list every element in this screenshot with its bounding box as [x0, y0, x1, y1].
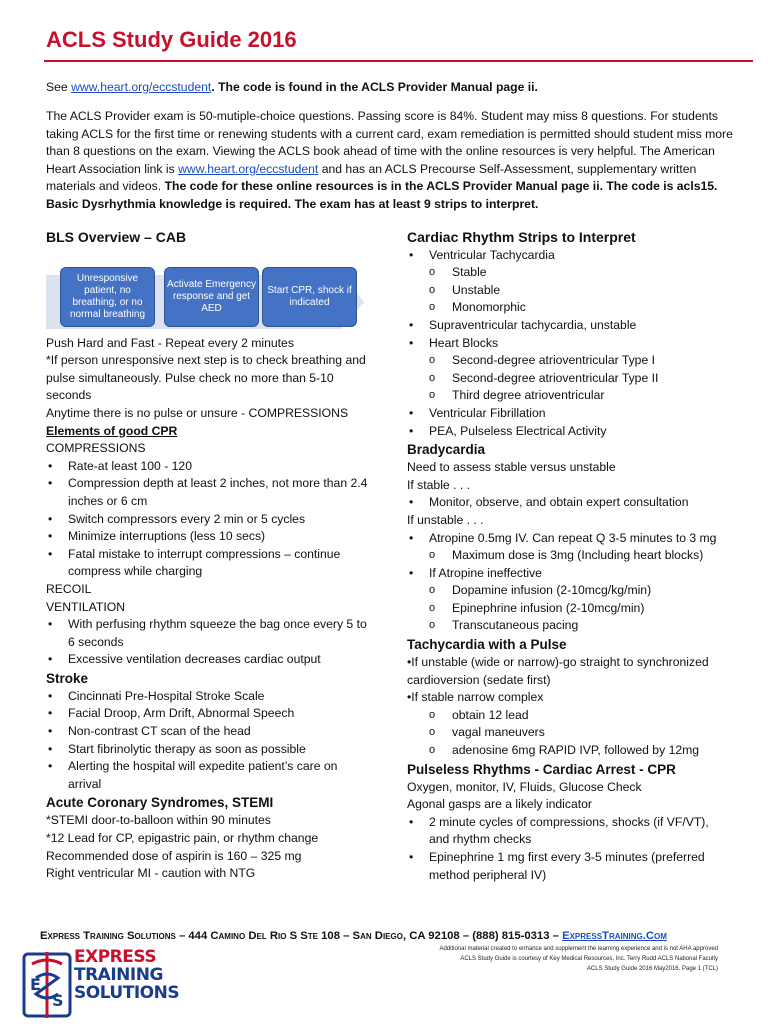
tachy-sublist: [407, 707, 732, 760]
bls-line: *If person unresponsive next step is to check breathing and pulse simultaneously. Pulse check no more than 5-10 seconds: [46, 353, 366, 403]
left-column: [46, 229, 371, 883]
acs-line: Right ventricular MI - caution with NTG: [46, 866, 256, 881]
eccstudent-link-2[interactable]: www.heart.org/eccstudent: [178, 161, 319, 176]
company-logo: [22, 947, 180, 1020]
eccstudent-link[interactable]: www.heart.org/eccstudent: [71, 80, 212, 94]
svg-text:E: E: [30, 975, 41, 994]
list-item: • Rate-at least 100 - 120: [46, 458, 371, 476]
hb-sublist: [407, 352, 732, 405]
list-item: o Dopamine infusion (2-10mcg/kg/min): [407, 582, 732, 600]
list-item: o obtain 12 lead: [407, 707, 732, 725]
list-item: • Epinephrine 1 mg first every 3-5 minutes (preferred method peripheral IV): [407, 849, 732, 884]
list-item: • Heart Blocks: [407, 335, 732, 353]
list-item: • Minimize interruptions (less 10 secs): [46, 528, 371, 546]
list-item: • Ventricular Fibrillation: [407, 405, 732, 423]
list-item: • Monitor, observe, and obtain expert consultation: [407, 494, 732, 512]
pulseless-list: [407, 814, 732, 884]
list-item: o Stable: [407, 264, 732, 282]
flow-step-2: Activate Emergency response and get AED: [164, 267, 259, 327]
list-item: o Unstable: [407, 282, 732, 300]
brady-heading: Bradycardia: [407, 442, 486, 458]
brady-stable-list: [407, 494, 732, 512]
list-item: o Monomorphic: [407, 299, 732, 317]
flow-step-1: Unresponsive patient, no breathing, or no normal breathing: [60, 267, 155, 327]
acs-line: *STEMI door-to-balloon within 90 minutes: [46, 813, 271, 828]
bls-line: Push Hard and Fast - Repeat every 2 minutes: [46, 335, 294, 350]
list-item: • Cincinnati Pre-Hospital Stroke Scale: [46, 688, 371, 706]
list-item: o adenosine 6mg RAPID IVP, followed by 12mg: [407, 742, 732, 760]
svg-text:S: S: [52, 991, 64, 1010]
intro-paragraph: The ACLS Provider exam is 50-mutiple-choice questions. Passing score is 84%. Student may miss 8 questions. For students taking ACLS for the first time or renewing students with a current card, exam remediation is permitted should student miss more than 8 questions on the exam. Viewing the ACLS book ahead of time with the online resources is very helpful. The American Heart Association link is www.heart.org/eccstudent and has an ACLS Precourse Self-Assessment, supplementary written materials and videos. The code for these online resources is in the ACLS Provider Manual page ii. The code is acls15. Basic Dysrhythmia knowledge is required. The exam has at least 9 strips to interpret.: [46, 109, 733, 211]
list-item: • Compression depth at least 2 inches, not more than 2.4 inches or 6 cm: [46, 475, 371, 510]
list-item: • Atropine 0.5mg IV. Can repeat Q 3-5 minutes to 3 mg: [407, 530, 732, 548]
brady-line: If stable . . .: [407, 477, 470, 492]
stroke-heading: Stroke: [46, 670, 89, 686]
compressions-list: [46, 458, 371, 581]
vt-sublist: [407, 264, 732, 317]
intro-line: See www.heart.org/eccstudent. The code is found in the ACLS Provider Manual page ii.: [46, 80, 538, 94]
list-item: o Maximum dose is 3mg (Including heart blocks): [407, 547, 732, 565]
list-item: • Fatal mistake to interrupt compressions – continue compress while charging: [46, 546, 371, 581]
strips-list: [407, 247, 732, 265]
list-item: • PEA, Pulseless Electrical Activity: [407, 423, 732, 441]
list-item: • Non-contrast CT scan of the head: [46, 723, 371, 741]
fine-line: ACLS Study Guide is courtesy of Key Medical Resources, Inc. Terry Rudd ACLS National Faculty: [460, 956, 718, 962]
list-item: • Ventricular Tachycardia: [407, 247, 732, 265]
acs-heading: Acute Coronary Syndromes, STEMI: [46, 795, 274, 811]
bls-line: Anytime there is no pulse or unsure - COMPRESSIONS: [46, 405, 349, 420]
list-item: • Switch compressors every 2 min or 5 cycles: [46, 511, 371, 529]
right-column: [407, 229, 732, 884]
ineffective-sublist: [407, 582, 732, 635]
footer-address: Express Training Solutions – 444 Camino Del Rio S Ste 108 – San Diego, CA 92108 – (888) 815-0313 – ExpressTraining.Com: [40, 930, 667, 942]
logo-text: EXPRESS TRAINING SOLUTIONS: [74, 947, 180, 1003]
pulseless-line: Oxygen, monitor, IV, Fluids, Glucose Check: [407, 779, 642, 794]
ventilation-list: [46, 616, 371, 669]
list-item: o vagal maneuvers: [407, 724, 732, 742]
acs-line: *12 Lead for CP, epigastric pain, or rhythm change: [46, 831, 319, 846]
list-item: o Epinephrine infusion (2-10mcg/min): [407, 600, 732, 618]
title-rule: [44, 60, 753, 62]
list-item: o Second-degree atrioventricular Type I: [407, 352, 732, 370]
list-item: o Second-degree atrioventricular Type II: [407, 370, 732, 388]
stroke-list: [46, 688, 371, 794]
tachy-line: •If stable narrow complex: [407, 690, 544, 705]
bls-heading: BLS Overview – CAB: [46, 229, 187, 245]
list-item: • Start fibrinolytic therapy as soon as possible: [46, 741, 371, 759]
bls-flow-diagram: [46, 255, 371, 355]
list-item: • 2 minute cycles of compressions, shocks (if VF/VT), and rhythm checks: [407, 814, 732, 849]
compressions-label: COMPRESSIONS: [46, 441, 146, 456]
brady-line: Need to assess stable versus unstable: [407, 460, 616, 475]
tachy-line: •If unstable (wide or narrow)-go straight to synchronized cardioversion (sedate first): [407, 655, 709, 687]
elements-heading: Elements of good CPR: [46, 423, 178, 438]
pulseless-line: Agonal gasps are a likely indicator: [407, 797, 592, 812]
list-item: • With perfusing rhythm squeeze the bag once every 5 to 6 seconds: [46, 616, 371, 651]
list-item: o Transcutaneous pacing: [407, 617, 732, 635]
strips-heading: Cardiac Rhythm Strips to Interpret: [407, 229, 636, 245]
tachy-heading: Tachycardia with a Pulse: [407, 637, 567, 653]
recoil-label: RECOIL: [46, 581, 92, 596]
list-item: o Third degree atrioventricular: [407, 387, 732, 405]
fine-line: Additional material created to enhance and supplement the learning experience and is not AHA approved: [439, 946, 718, 952]
pulseless-heading: Pulseless Rhythms - Cardiac Arrest - CPR: [407, 761, 676, 777]
strips-list-2: [407, 317, 732, 352]
list-item: • If Atropine ineffective: [407, 565, 732, 583]
flow-step-3: Start CPR, shock if indicated: [262, 267, 357, 327]
caduceus-icon: [22, 948, 72, 1020]
strips-list-3: [407, 405, 732, 440]
footer-website-link[interactable]: ExpressTraining.Com: [562, 930, 667, 942]
footer-fine-print: [258, 944, 718, 974]
acs-line: Recommended dose of aspirin is 160 – 325 mg: [46, 848, 302, 863]
brady-ineffective-list: [407, 565, 732, 583]
atropine-sublist: [407, 547, 732, 565]
list-item: • Excessive ventilation decreases cardiac output: [46, 651, 371, 669]
brady-unstable-list: [407, 530, 732, 548]
list-item: • Facial Droop, Arm Drift, Abnormal Speech: [46, 705, 371, 723]
ventilation-label: VENTILATION: [46, 599, 126, 614]
page-title: ACLS Study Guide 2016: [46, 27, 297, 52]
list-item: • Alerting the hospital will expedite patient’s care on arrival: [46, 758, 371, 793]
list-item: • Supraventricular tachycardia, unstable: [407, 317, 732, 335]
fine-line: ACLS Study Guide 2016 May2016, Page 1 (TCL): [586, 966, 718, 972]
brady-line: If unstable . . .: [407, 512, 484, 527]
